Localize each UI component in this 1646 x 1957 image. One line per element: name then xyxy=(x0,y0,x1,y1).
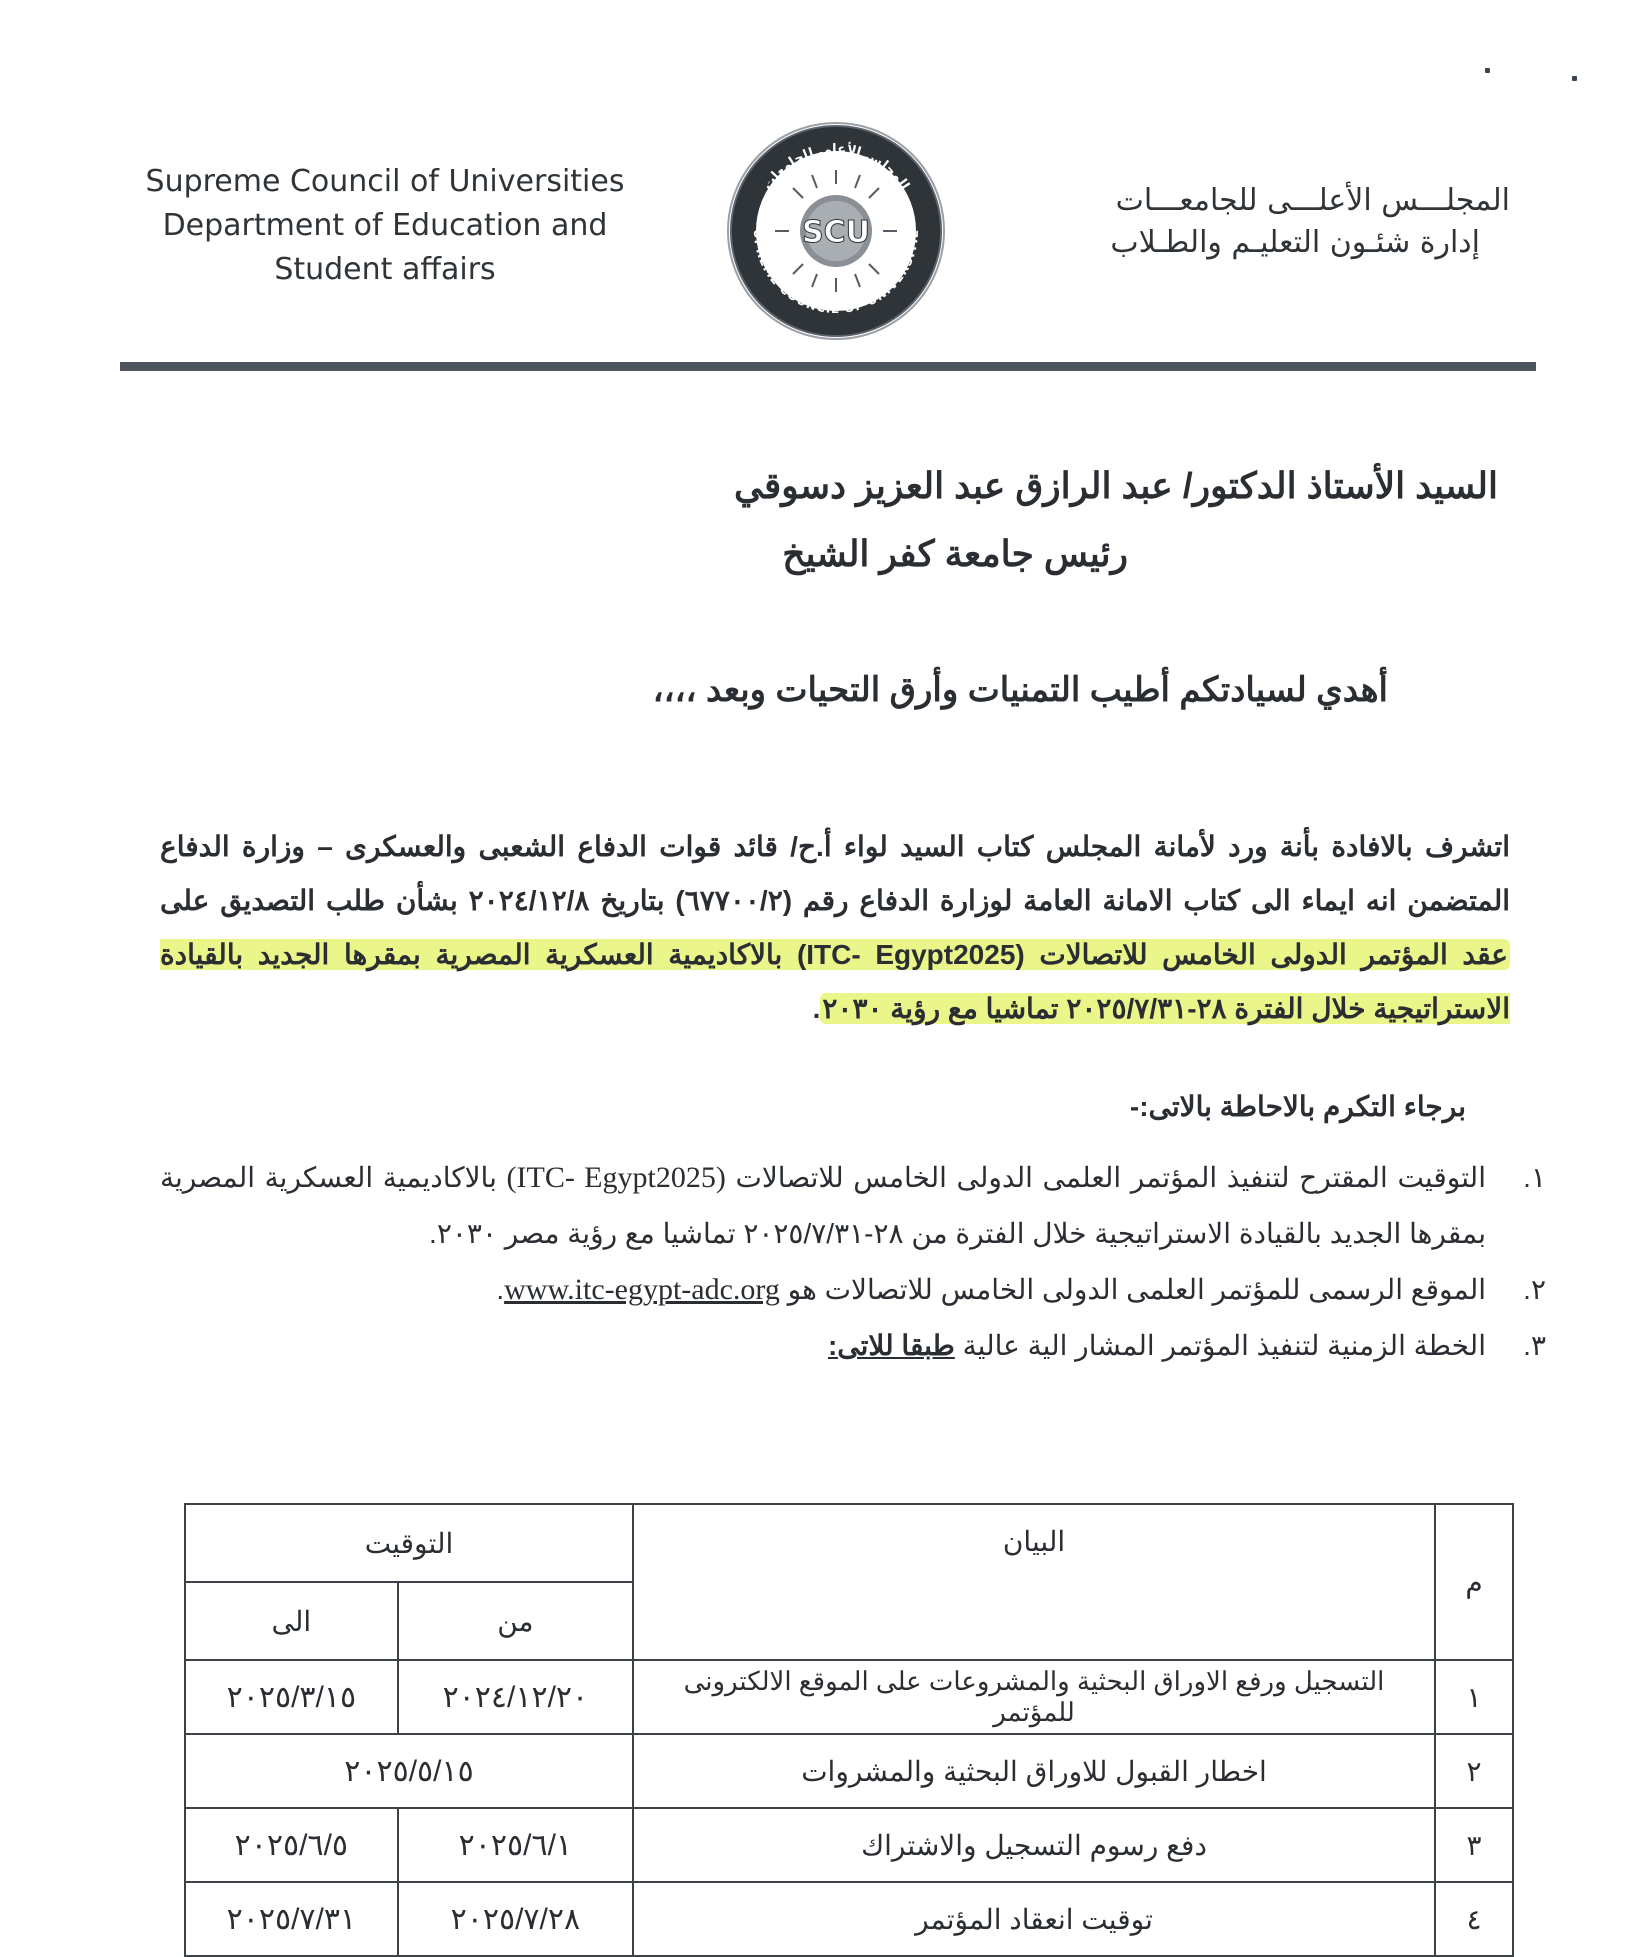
table-row xyxy=(185,1808,1513,1882)
schedule-table xyxy=(184,1503,1514,1957)
conference-website-link[interactable]: www.itc-egypt-adc.org xyxy=(504,1273,780,1306)
body-text: اتشرف بالافادة بأنة ورد لأمانة المجلس كتاب السيد لواء أ.ح/ قائد قوات الدفاع الشعبى والعسكرى – وزارة الدفاع المتضمن انه ايماء الى كتاب الامانة العامة لوزارة الدفاع رقم (٦٧٧٠٠/٢) بتاريخ ٢٠٢٤/١٢/٨ بشأن طلب التصديق على xyxy=(160,831,1511,916)
row-from-date: ٢٠٢٥/٧/٢٨ xyxy=(398,1882,633,1956)
highlighted-text: عقد المؤتمر الدولى الخامس للاتصالات (ITC- Egypt2025) بالاكاديمية العسكرية المصرية بمقرها الجديد بالقيادة الاستراتيجية خلال الفترة ٢٨-٢٠٢٥/٧/٣١ تماشيا مع رؤية ٢٠٣٠ xyxy=(160,939,1510,1024)
item-text-cont: . xyxy=(496,1274,505,1305)
header-from: من xyxy=(398,1582,633,1660)
request-intro: برجاء التكرم بالاحاطة بالاتى:- xyxy=(1129,1091,1466,1122)
item-number: ٣. xyxy=(1523,1330,1546,1361)
row-number: ٣ xyxy=(1435,1808,1513,1882)
header-timing: التوقيت xyxy=(185,1504,633,1582)
list-item xyxy=(160,1318,1546,1374)
header-number: م xyxy=(1435,1504,1513,1660)
arabic-letterhead xyxy=(990,180,1510,264)
row-description: توقيت انعقاد المؤتمر xyxy=(633,1882,1435,1956)
english-org-name: Supreme Council of Universities xyxy=(145,164,625,199)
english-dept-line1: Department of Education and xyxy=(162,208,608,243)
english-dept-line2: Student affairs xyxy=(274,252,496,287)
row-from-date: ٢٠٢٥/٦/١ xyxy=(398,1808,633,1882)
item-text: الخطة الزمنية لتنفيذ المؤتمر المشار الية عالية xyxy=(954,1330,1486,1361)
header-to: الى xyxy=(185,1582,398,1660)
numbered-list xyxy=(160,1150,1546,1374)
item-conference-code: (ITC- Egypt2025) xyxy=(506,1161,726,1194)
addressee-block xyxy=(734,452,1498,588)
row-description: التسجيل ورفع الاوراق البحثية والمشروعات على الموقع الالكترونى للمؤتمر xyxy=(633,1660,1435,1734)
body-end: . xyxy=(812,993,821,1024)
row-to-date: ٢٠٢٥/٧/٣١ xyxy=(185,1882,398,1956)
row-to-date: ٢٠٢٥/٦/٥ xyxy=(185,1808,398,1882)
item-emphasis: طبقا للاتى: xyxy=(827,1330,955,1361)
row-to-date: ٢٠٢٥/٣/١٥ xyxy=(185,1660,398,1734)
header-description: البيان xyxy=(633,1504,1435,1660)
row-number: ٤ xyxy=(1435,1882,1513,1956)
row-date: ٢٠٢٥/٥/١٥ xyxy=(185,1734,633,1808)
seal-ring-text-ar: المجلس الأعلى للجامعات xyxy=(760,141,912,193)
row-from-date: ٢٠٢٤/١٢/٢٠ xyxy=(398,1660,633,1734)
arabic-dept-name: إدارة شئـون التعليـم والطـلاب xyxy=(1110,225,1480,260)
arabic-org-name: المجلـــس الأعلـــى للجامعـــات xyxy=(1115,183,1510,218)
english-letterhead xyxy=(120,160,650,292)
list-item xyxy=(160,1262,1546,1318)
body-paragraph xyxy=(160,820,1510,1036)
table-row xyxy=(185,1734,1513,1808)
item-text-cont: بالاكاديمية العسكرية المصرية بمقرها الجديد بالقيادة الاستراتيجية خلال الفترة من ٢٨-٢٠٢٥/٧/٣١ تماشيا مع رؤية مصر ٢٠٣٠. xyxy=(160,1162,1486,1249)
item-number: ١. xyxy=(1523,1162,1546,1193)
seal-center-text: SCU xyxy=(802,215,870,250)
table-row xyxy=(185,1660,1513,1734)
table-row xyxy=(185,1882,1513,1956)
scu-seal-logo xyxy=(714,118,958,344)
addressee-title: رئيس جامعة كفر الشيخ xyxy=(782,533,1128,574)
header-divider xyxy=(120,362,1536,371)
greeting-line: أهدي لسيادتكم أطيب التمنيات وأرق التحيات وبعد ،،،، xyxy=(652,671,1388,709)
row-description: اخطار القبول للاوراق البحثية والمشروات xyxy=(633,1734,1435,1808)
row-number: ٢ xyxy=(1435,1734,1513,1808)
scan-mark xyxy=(1485,68,1490,73)
row-number: ١ xyxy=(1435,1660,1513,1734)
item-number: ٢. xyxy=(1523,1274,1546,1305)
addressee-name: السيد الأستاذ الدكتور/ عبد الرازق عبد العزيز دسوقي xyxy=(734,465,1498,506)
list-item xyxy=(160,1150,1546,1262)
scan-mark xyxy=(1572,76,1577,81)
seal-ring-text-en: UPREME COUNCIL OF UNIVERSITIE xyxy=(750,228,922,317)
item-text: الموقع الرسمى للمؤتمر العلمى الدولى الخامس للاتصالات هو xyxy=(779,1274,1486,1305)
item-text: التوقيت المقترح لتنفيذ المؤتمر العلمى الدولى الخامس للاتصالات xyxy=(725,1162,1486,1193)
row-description: دفع رسوم التسجيل والاشتراك xyxy=(633,1808,1435,1882)
